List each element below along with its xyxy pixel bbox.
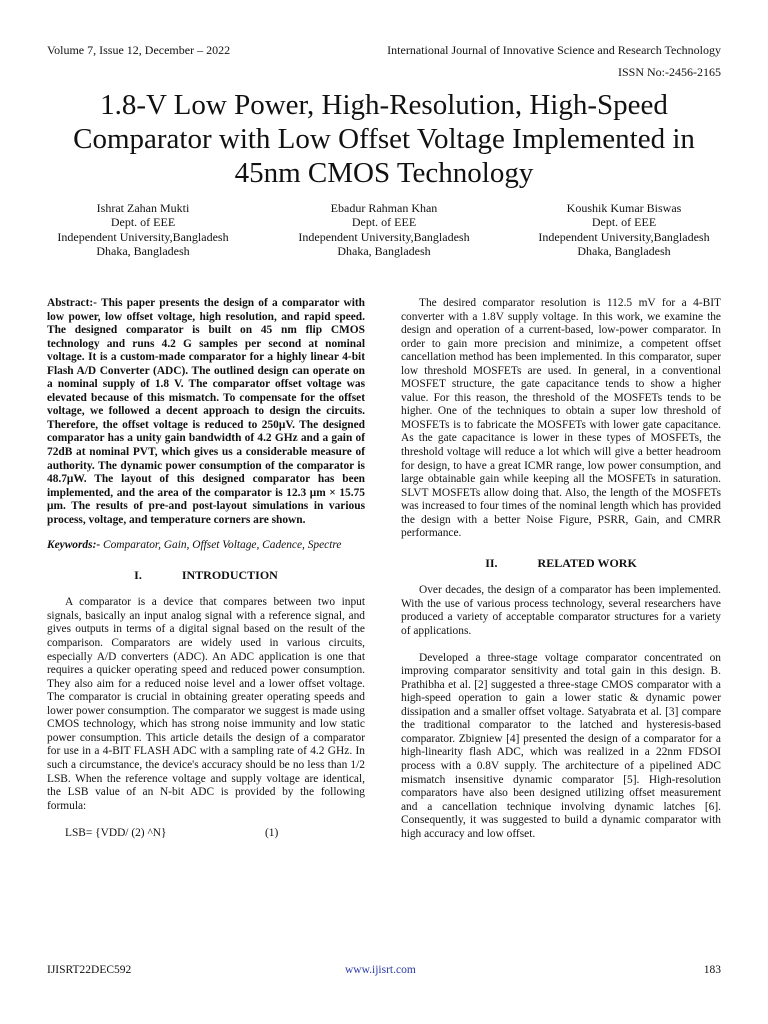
- abstract: [47, 297, 365, 527]
- author-block-2: [259, 201, 509, 258]
- author-name: Koushik Kumar Biswas: [566, 201, 682, 215]
- formula-line: [47, 827, 365, 841]
- keywords-text: Comparator, Gain, Offset Voltage, Cadence, Spectre: [103, 539, 342, 552]
- title-line-3: 45nm CMOS Technology: [234, 157, 534, 189]
- title-line-2: Comparator with Low Offset Voltage Implemented in: [73, 123, 695, 155]
- author-univ: Independent University,Bangladesh: [298, 229, 470, 244]
- keywords: [47, 539, 365, 553]
- journal-name: International Journal of Innovative Science and Research Technology: [387, 43, 721, 57]
- footer-paper-id: IJISRT22DEC592: [47, 964, 132, 976]
- author-block-3: [499, 201, 749, 258]
- author-city: Dhaka, Bangladesh: [577, 243, 671, 258]
- intro-paragraph: A comparator is a device that compares between two input signals, basically an input analog signal with a reference signal, and gives outputs in terms of a digital signal based on the result of the comparison. Comparators are widely used in various circuits, especially A/D converters (ADC). An ADC application is one that requires a quicker operating speed and reduced power consumption. They also aim for a reduced noise level and a lower offset voltage. The comparator is crucial in obtaining greater operating speeds and lower power consumption. The comparator we suggest is made using CMOS technology, which has strong noise immunity and low static power consumption. This article details the design of a comparator for use in a 4-BIT FLASH ADC with a sampling rate of 4.2 GHz. In such a circumstance, the device's accuracy should be no less than 1/2 LSB. When the reference voltage and supply voltage are identical, the LSB value of an N-bit ADC is provided by the following formula:: [47, 596, 365, 812]
- related-paragraph-1: Over decades, the design of a comparator has been implemented. With the use of various process technology, several researchers have produced a variety of acceptable comparator structures for a variety of applications.: [401, 584, 721, 638]
- right-intro-paragraph: The desired comparator resolution is 112.5 mV for a 4-BIT converter with a 1.8V supply voltage. In this work, we examine the design and operation of a current-based, low-power comparator. In order to gain more precision and minimize, a competent offset cancellation method has been implemented. In this comparator, super low threshold MOSFETs are used. In general, in a conventional MOSFET structure, the gate capacitance tends to show a higher value. For this reason, the threshold of the MOSFETs tends to be higher. One of the techniques to obtain a super low threshold of MOSFETs is to fabricate the MOSFETs with lower gate capacitance. As the gate capacitance is lower in these types of MOSFETs, the threshold voltage will reduce a lot which will give a better headroom for design, to have a great ICMR range, low power consumption, and large obtainable gain while keeping all the MOSFETs in saturation. SLVT MOSFETs allow doing that. Also, the length of the MOSFETs was increased to four times of the nominal length which has provided the design with a better Noise Figure, PSRR, Gain, and CMRR performance.: [401, 297, 721, 540]
- formula: LSB= {VDD/ (2) ^N}: [65, 827, 167, 840]
- abstract-label: Abstract:-: [47, 297, 97, 309]
- author-city: Dhaka, Bangladesh: [96, 243, 190, 258]
- author-univ: Independent University,Bangladesh: [538, 229, 710, 244]
- formula-number: (1): [265, 827, 279, 840]
- right-column: [401, 297, 721, 841]
- issn: ISSN No:-2456-2165: [617, 65, 721, 79]
- author-dept: Dept. of EEE: [351, 215, 417, 230]
- volume-info: Volume 7, Issue 12, December – 2022: [47, 43, 231, 57]
- section-number: II.: [485, 555, 498, 570]
- section-title: RELATED WORK: [537, 555, 637, 570]
- related-paragraph-2: Developed a three-stage voltage comparator concentrated on improving comparator sensitivity and total gain in this design. B. Prathibha et al. [2] suggested a three-stage CMOS comparator with a high-speed operation to gain a lower static & dynamic power dissipation and a smaller offset voltage. Satyabrata et al. [3] compare the traditional comparator to the latched and hysteresis-based comparator. Zbigniew [4] presented the design of a comparator for a high-linearity flash ADC, which was realized in a 22nm FDSOI process with a 0.8V supply. The architecture of a pipelined ADC mismatch insensitive dynamic comparator [5]. High-resolution comparators have also been designed utilizing offset measurement and a cancellation technique involving dynamic latches [6]. Consequently, it was suggested to build a dynamic comparator with high accuracy and low offset.: [401, 651, 721, 840]
- page-number: 183: [703, 964, 721, 976]
- abstract-text: This paper presents the design of a comparator with low power, low offset voltage, high resolution, and rapid speed. The designed comparator is built on 45 nm flip CMOS technology and runs 4.2 G samples per second at nominal voltage. It is a custom-made comparator for a highly linear 4-bit Flash A/D Converter (ADC). The outlined design can operate on a nominal supply of 1.8 V. The comparator offset voltage was elevated because of this mismatch. To compensate for the offset voltage, we followed a decent approach to design the circuits. Therefore, the offset voltage is reduced to 250μV. The designed comparator has a unity gain bandwidth of 4.2 GHz and a gain of 72dB at nominal PVT, which gives us a considerable measure of authority. The dynamic power consumption of the comparator is 48.7μW. The layout of this designed comparator has been implemented, and the area of the comparator is 12.3 μm × 15.75 μm. The results of pre-and post-layout simulations in various process, voltage, and temperature corners are shown.: [47, 297, 365, 526]
- section-number: I.: [134, 567, 142, 582]
- section-heading-related-work: [401, 557, 721, 571]
- section-heading-introduction: [47, 569, 365, 583]
- author-name: Ebadur Rahman Khan: [330, 201, 438, 215]
- section-title: INTRODUCTION: [181, 567, 278, 582]
- author-univ: Independent University,Bangladesh: [57, 229, 229, 244]
- author-name: Ishrat Zahan Mukti: [96, 201, 190, 215]
- keywords-label: Keywords:-: [47, 539, 101, 552]
- paper-title: [30, 88, 738, 190]
- author-dept: Dept. of EEE: [591, 215, 657, 230]
- author-dept: Dept. of EEE: [110, 215, 176, 230]
- footer-website-link[interactable]: www.ijisrt.com: [345, 964, 416, 976]
- author-city: Dhaka, Bangladesh: [337, 243, 431, 258]
- title-line-1: 1.8-V Low Power, High-Resolution, High-Speed: [100, 89, 668, 121]
- left-column: [47, 297, 365, 841]
- author-block-1: [18, 201, 268, 258]
